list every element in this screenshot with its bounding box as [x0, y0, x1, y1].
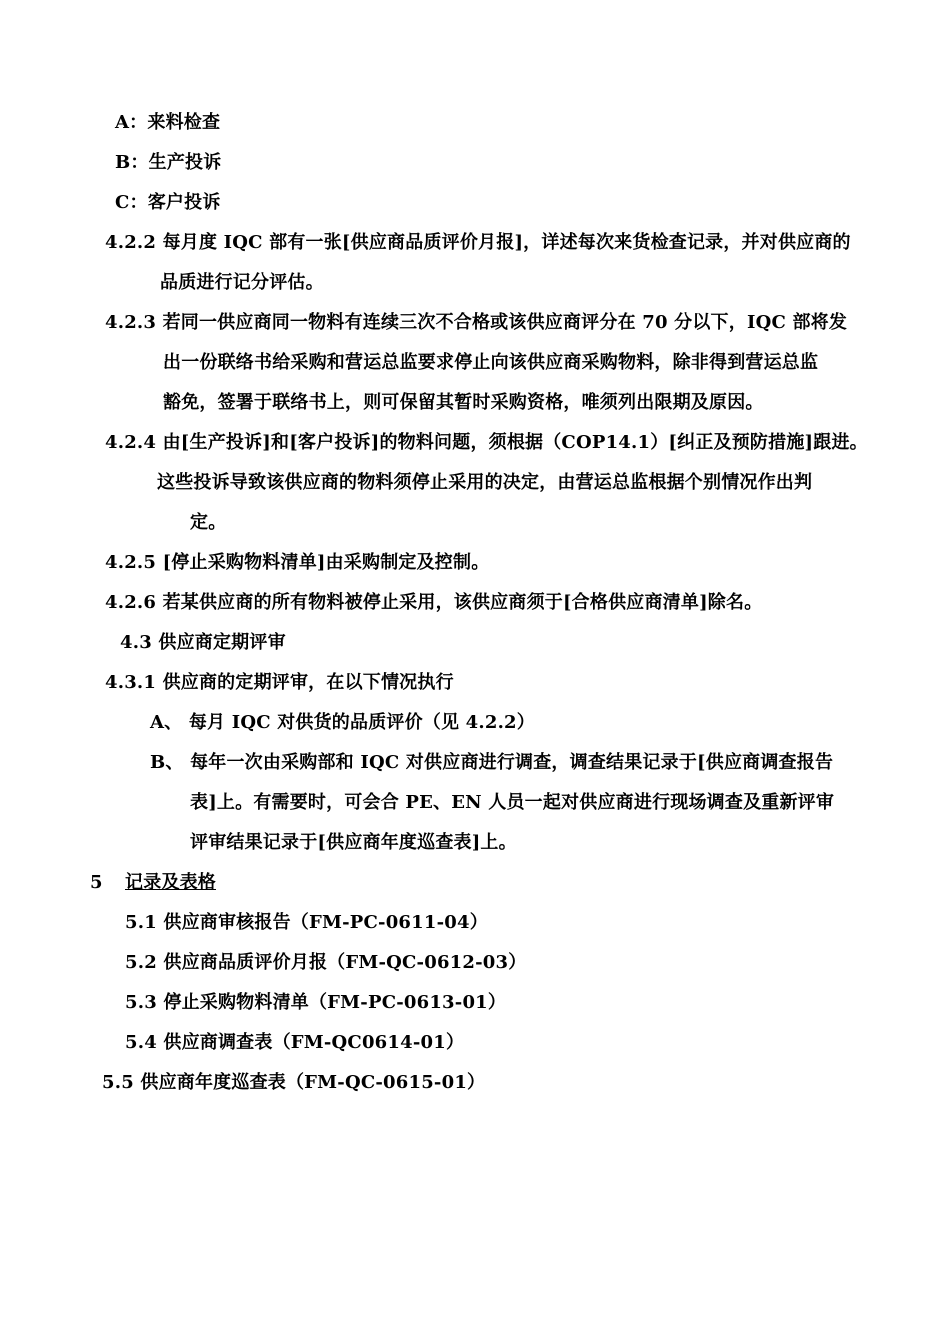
section-4-2-4-line3: 定。	[190, 512, 227, 533]
section-4-3-1-item-b-line2: 表]上。有需要时，可会合 PE、EN 人员一起对供应商进行现场调查及重新评审	[190, 792, 835, 813]
section-4-2-5: 4.2.5 [停止采购物料清单]由采购制定及控制。	[105, 552, 490, 573]
section-4-2-2-line2: 品质进行记分评估。	[160, 272, 324, 293]
section-4-3-1-item-b-line3: 评审结果记录于[供应商年度巡查表]上。	[190, 832, 517, 853]
record-item-5-1: 5.1 供应商审核报告（FM-PC-0611-04）	[125, 912, 488, 933]
section-4-2-6: 4.2.6 若某供应商的所有物料被停止采用，该供应商须于[合格供应商清单]除名。	[105, 592, 763, 613]
section-4-2-3-line2: 出一份联络书给采购和营运总监要求停止向该供应商采购物料，除非得到营运总监	[163, 352, 819, 373]
record-item-5-3: 5.3 停止采购物料清单（FM-PC-0613-01）	[125, 992, 507, 1013]
section-4-3-1-item-a: A、 每月 IQC 对供货的品质评价（见 4.2.2）	[150, 712, 535, 733]
section-4-3-1-title: 4.3.1 供应商的定期评审，在以下情况执行	[105, 672, 454, 693]
section-4-2-2-line1: 4.2.2 每月度 IQC 部有一张[供应商品质评价月报]，详述每次来货检查记录，并对供应商的	[105, 232, 851, 253]
list-item-b: B：生产投诉	[115, 152, 222, 173]
list-item-c: C：客户投诉	[115, 192, 221, 213]
record-item-5-2: 5.2 供应商品质评价月报（FM-QC-0612-03）	[125, 952, 527, 973]
section-4-3-1-item-b-line1: B、 每年一次由采购部和 IQC 对供应商进行调查，调查结果记录于[供应商调查报告	[150, 752, 834, 773]
list-item-a: A：来料检查	[115, 112, 221, 133]
section-4-3-heading: 4.3 供应商定期评审	[120, 632, 286, 653]
record-item-5-5: 5.5 供应商年度巡查表（FM-QC-0615-01）	[102, 1072, 486, 1093]
section-4-2-3-line3: 豁免，签署于联络书上，则可保留其暂时采购资格，唯须列出限期及原因。	[163, 392, 764, 413]
section-4-2-3-line1: 4.2.3 若同一供应商同一物料有连续三次不合格或该供应商评分在 70 分以下，IQC 部将发	[105, 312, 848, 333]
section-5-number: 5	[90, 872, 103, 893]
section-4-2-4-line1: 4.2.4 由[生产投诉]和[客户投诉]的物料问题，须根据（COP14.1）[纠正及预防措施]跟进。	[105, 432, 868, 453]
section-4-2-4-line2: 这些投诉导致该供应商的物料须停止采用的决定，由营运总监根据个别情况作出判	[157, 472, 813, 493]
record-item-5-4: 5.4 供应商调查表（FM-QC0614-01）	[125, 1032, 465, 1053]
section-5-title: 记录及表格	[125, 872, 216, 893]
